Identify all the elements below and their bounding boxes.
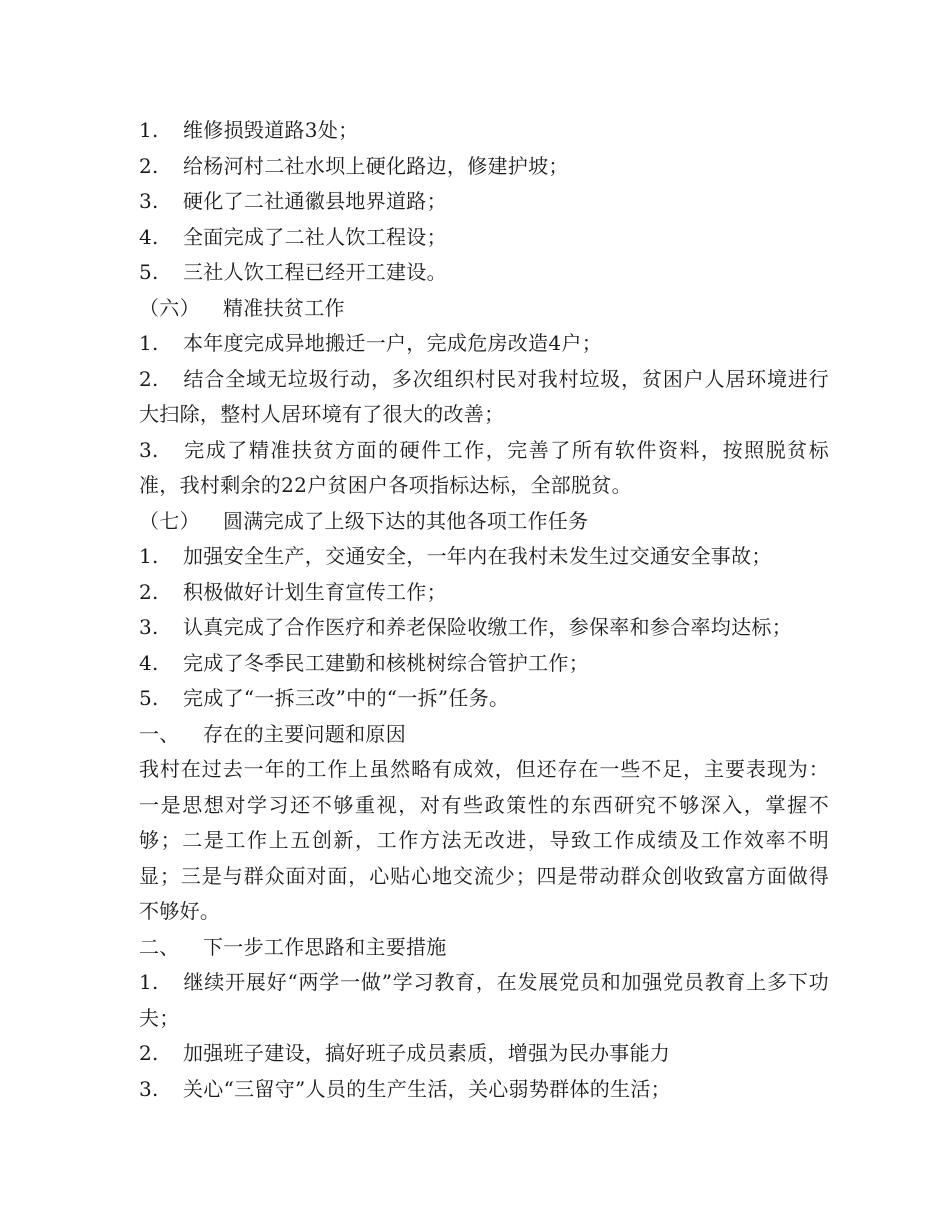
item-text: 完成了“一拆三改”中的“一拆”任务。 [183, 686, 510, 710]
chapter-title: 下一步工作思路和主要措施 [203, 934, 447, 959]
list-item [139, 539, 829, 575]
item-text: 给杨河村二社水坝上硬化路边，修建护坡； [183, 153, 569, 178]
item-number: 3. [139, 615, 159, 639]
item-number: 1. [139, 118, 159, 142]
list-item [139, 681, 829, 717]
item-text: 本年度完成异地搬迁一户，完成危房改造4户； [183, 331, 603, 355]
item-text: 硬化了二社通徽县地界道路； [183, 189, 447, 213]
section-number: （六） [139, 295, 200, 320]
item-number: 2. [139, 366, 159, 391]
item-text: 积极做好计划生育宣传工作； [183, 579, 447, 604]
item-number: 1. [139, 970, 159, 994]
list-item [139, 113, 829, 149]
list-item [139, 255, 829, 291]
chapter-heading [139, 717, 829, 753]
list-item [139, 184, 829, 220]
list-item [139, 1072, 829, 1108]
item-number: 4. [139, 224, 159, 249]
item-number: 4. [139, 650, 159, 675]
item-text: 关心“三留守”人员的生产生活，关心弱势群体的生活； [183, 1076, 671, 1101]
chapter-number: 二、 [139, 934, 180, 959]
list-item [139, 220, 829, 256]
item-number: 2. [139, 579, 159, 604]
item-number: 3. [139, 437, 159, 462]
item-text: 全面完成了二社人饮工程设； [183, 224, 447, 249]
document-body [139, 113, 829, 1107]
list-item [139, 575, 829, 611]
item-text: 认真完成了合作医疗和养老保险收缴工作，参保率和参合率均达标； [183, 615, 792, 639]
item-text: 完成了冬季民工建勤和核桃树综合管护工作； [183, 650, 589, 675]
item-number: 5. [139, 260, 159, 284]
item-text: 结合全域无垃圾行动，多次组织村民对我村垃圾，贫困户人居环境进行大扫除，整村人居环境有了很大的改善； [139, 366, 829, 426]
item-number: 2. [139, 1041, 159, 1065]
list-item [139, 149, 829, 185]
item-text: 完成了精准扶贫方面的硬件工作，完善了所有软件资料，按照脱贫标准，我村剩余的22户贫困户各项指标达标，全部脱贫。 [139, 437, 829, 497]
item-text: 维修损毁道路3处； [183, 118, 359, 142]
item-number: 1. [139, 544, 159, 568]
section-heading [139, 291, 829, 327]
item-number: 5. [139, 686, 159, 710]
list-item [139, 610, 829, 646]
list-item [139, 965, 829, 1036]
body-paragraph: 我村在过去一年的工作上虽然略有成效，但还存在一些不足，主要表现为：一是思想对学习还不够重视，对有些政策性的东西研究不够深入，掌握不够；二是工作上五创新，工作方法无改进，导致工作成绩及工作效率不明显；三是与群众面对面，心贴心地交流少；四是带动群众创收致富方面做得不够好。 [139, 757, 829, 923]
item-number: 2. [139, 153, 159, 178]
chapter-title: 存在的主要问题和原因 [203, 721, 406, 746]
item-number: 3. [139, 1076, 159, 1101]
item-number: 3. [139, 189, 159, 213]
section-heading [139, 504, 829, 540]
item-number: 1. [139, 331, 159, 355]
chapter-number: 一、 [139, 721, 180, 746]
list-item [139, 362, 829, 433]
list-item [139, 326, 829, 362]
item-text: 继续开展好“两学一做”学习教育，在发展党员和加强党员教育上多下功夫； [139, 970, 829, 1030]
list-item [139, 1036, 829, 1072]
list-item [139, 646, 829, 682]
item-text: 三社人饮工程已经开工建设。 [183, 260, 447, 284]
chapter-heading [139, 930, 829, 966]
section-number: （七） [139, 508, 200, 533]
item-text: 加强安全生产，交通安全，一年内在我村未发生过交通安全事故； [183, 544, 772, 568]
list-item [139, 433, 829, 504]
section-title: 圆满完成了上级下达的其他各项工作任务 [223, 508, 589, 533]
item-text: 加强班子建设，搞好班子成员素质，增强为民办事能力 [183, 1041, 671, 1065]
section-title: 精准扶贫工作 [223, 295, 345, 320]
